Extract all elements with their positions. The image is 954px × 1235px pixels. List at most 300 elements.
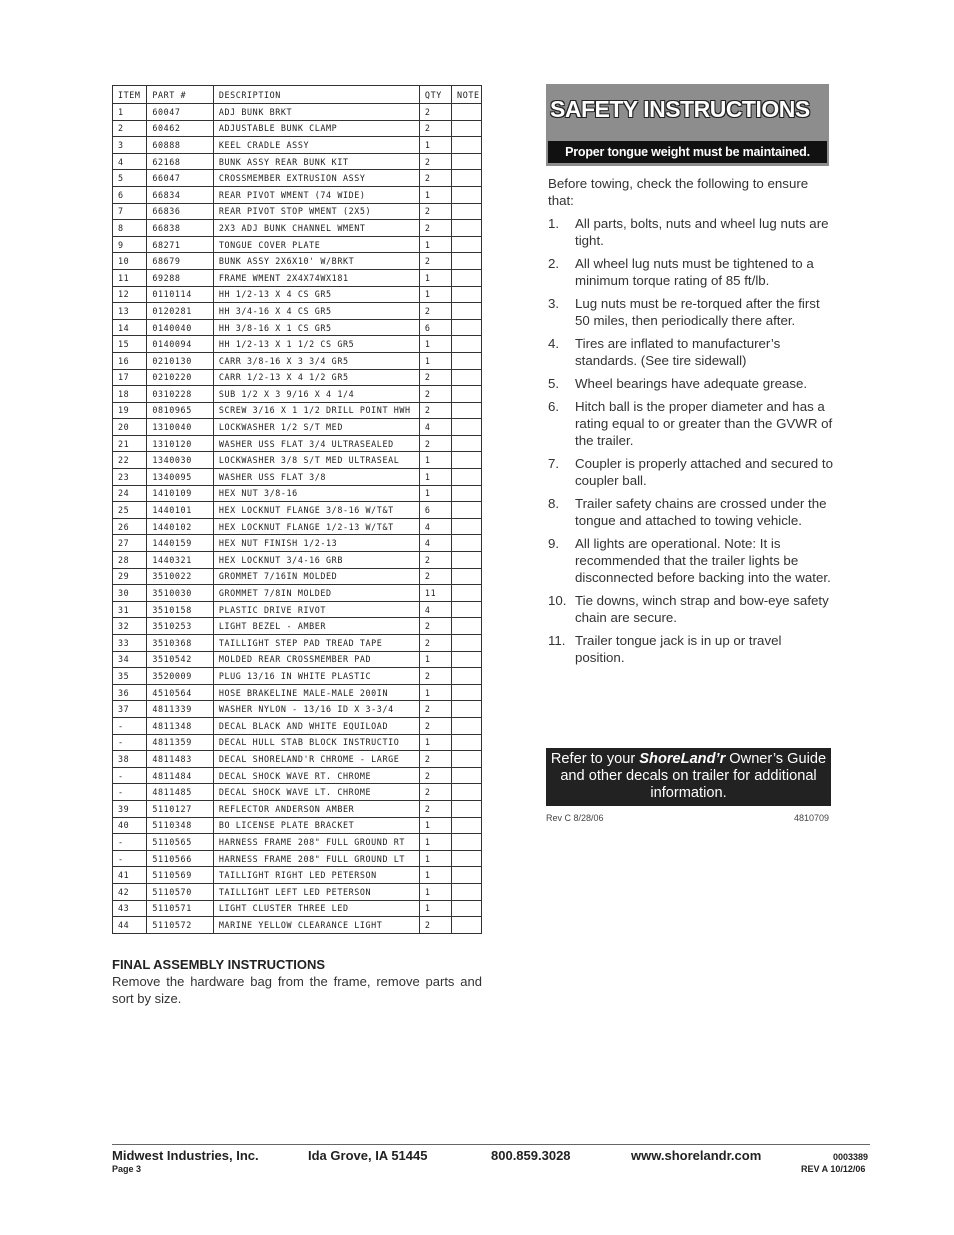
cell-description: HH 1/2-13 X 4 CS GR5 bbox=[213, 286, 419, 303]
cell-note bbox=[452, 104, 482, 121]
cell-item: - bbox=[113, 834, 147, 851]
cell-note bbox=[452, 767, 482, 784]
cell-part-number: 5110566 bbox=[147, 850, 213, 867]
table-row bbox=[113, 186, 482, 203]
refer-pre-text: Refer to your bbox=[550, 751, 640, 767]
cell-qty: 2 bbox=[419, 552, 451, 569]
cell-part-number: 3510158 bbox=[147, 601, 213, 618]
header-part-number: PART # bbox=[147, 86, 213, 104]
table-row bbox=[113, 120, 482, 137]
cell-qty: 2 bbox=[419, 618, 451, 635]
table-row bbox=[113, 402, 482, 419]
safety-item bbox=[548, 495, 833, 529]
cell-qty: 1 bbox=[419, 651, 451, 668]
brand-name: ShoreLand’r bbox=[639, 751, 726, 767]
cell-part-number: 3510368 bbox=[147, 635, 213, 652]
cell-item: 33 bbox=[113, 635, 147, 652]
cell-item: 14 bbox=[113, 319, 147, 336]
table-row bbox=[113, 651, 482, 668]
cell-note bbox=[452, 386, 482, 403]
table-row bbox=[113, 867, 482, 884]
cell-qty: 1 bbox=[419, 336, 451, 353]
cell-qty: 1 bbox=[419, 286, 451, 303]
cell-qty: 2 bbox=[419, 784, 451, 801]
cell-description: LIGHT BEZEL - AMBER bbox=[213, 618, 419, 635]
table-row bbox=[113, 751, 482, 768]
table-row bbox=[113, 917, 482, 934]
cell-qty: 2 bbox=[419, 402, 451, 419]
cell-description: DECAL SHORELAND'R CHROME - LARGE bbox=[213, 751, 419, 768]
table-row bbox=[113, 717, 482, 734]
parts-list-table bbox=[112, 85, 482, 934]
table-row bbox=[113, 635, 482, 652]
cell-part-number: 66838 bbox=[147, 220, 213, 237]
cell-item: 13 bbox=[113, 303, 147, 320]
safety-item bbox=[548, 592, 833, 626]
table-row bbox=[113, 104, 482, 121]
table-row bbox=[113, 469, 482, 486]
cell-part-number: 3510542 bbox=[147, 651, 213, 668]
cell-part-number: 5110571 bbox=[147, 900, 213, 917]
cell-part-number: 1340095 bbox=[147, 469, 213, 486]
table-row bbox=[113, 601, 482, 618]
tongue-weight-banner: Proper tongue weight must be maintained. bbox=[548, 141, 827, 163]
safety-item-text: Coupler is properly attached and secured to coupler ball. bbox=[575, 456, 833, 488]
cell-note bbox=[452, 701, 482, 718]
cell-qty: 1 bbox=[419, 186, 451, 203]
safety-item-number: 3. bbox=[548, 296, 560, 311]
safety-item-text: Tires are inflated to manufacturer’s standards. (See tire sidewall) bbox=[575, 336, 781, 368]
cell-note bbox=[452, 601, 482, 618]
cell-note bbox=[452, 435, 482, 452]
table-row bbox=[113, 618, 482, 635]
cell-qty: 2 bbox=[419, 153, 451, 170]
table-row bbox=[113, 452, 482, 469]
safety-item bbox=[548, 215, 833, 249]
cell-description: LOCKWASHER 1/2 S/T MED bbox=[213, 419, 419, 436]
cell-description: TAILLIGHT LEFT LED PETERSON bbox=[213, 883, 419, 900]
footer-website: www.shorelandr.com bbox=[631, 1148, 762, 1163]
cell-part-number: 3510030 bbox=[147, 585, 213, 602]
cell-part-number: 4811339 bbox=[147, 701, 213, 718]
cell-item: 7 bbox=[113, 203, 147, 220]
cell-item: 26 bbox=[113, 518, 147, 535]
safety-item-number: 7. bbox=[548, 456, 560, 471]
safety-item bbox=[548, 295, 833, 329]
cell-note bbox=[452, 717, 482, 734]
footer-page-number: Page 3 bbox=[112, 1164, 142, 1174]
cell-note bbox=[452, 120, 482, 137]
cell-qty: 2 bbox=[419, 253, 451, 270]
cell-part-number: 5110569 bbox=[147, 867, 213, 884]
header-note: NOTE bbox=[452, 86, 482, 104]
cell-part-number: 66836 bbox=[147, 203, 213, 220]
cell-description: 2X3 ADJ BUNK CHANNEL WMENT bbox=[213, 220, 419, 237]
safety-item-number: 6. bbox=[548, 399, 560, 414]
cell-part-number: 4811484 bbox=[147, 767, 213, 784]
cell-note bbox=[452, 203, 482, 220]
cell-description: HH 3/8-16 X 1 CS GR5 bbox=[213, 319, 419, 336]
cell-description: BO LICENSE PLATE BRACKET bbox=[213, 817, 419, 834]
cell-item: 29 bbox=[113, 568, 147, 585]
cell-part-number: 0110114 bbox=[147, 286, 213, 303]
cell-qty: 2 bbox=[419, 120, 451, 137]
cell-item: 38 bbox=[113, 751, 147, 768]
cell-item: - bbox=[113, 734, 147, 751]
cell-description: SUB 1/2 X 3 9/16 X 4 1/4 bbox=[213, 386, 419, 403]
footer-address: Ida Grove, IA 51445 bbox=[308, 1148, 428, 1163]
table-row bbox=[113, 170, 482, 187]
safety-item bbox=[548, 632, 833, 666]
cell-note bbox=[452, 220, 482, 237]
cell-description: KEEL CRADLE ASSY bbox=[213, 137, 419, 154]
cell-qty: 1 bbox=[419, 469, 451, 486]
table-row bbox=[113, 767, 482, 784]
cell-part-number: 1440102 bbox=[147, 518, 213, 535]
cell-part-number: 5110565 bbox=[147, 834, 213, 851]
table-header-row bbox=[113, 86, 482, 104]
cell-item: 32 bbox=[113, 618, 147, 635]
cell-description: HEX LOCKNUT FLANGE 1/2-13 W/T&T bbox=[213, 518, 419, 535]
cell-item: 36 bbox=[113, 684, 147, 701]
cell-description: REAR PIVOT STOP WMENT (2X5) bbox=[213, 203, 419, 220]
cell-qty: 11 bbox=[419, 585, 451, 602]
cell-part-number: 5110348 bbox=[147, 817, 213, 834]
safety-item-text: Lug nuts must be re-torqued after the first 50 miles, then periodically there after. bbox=[575, 296, 820, 328]
table-row bbox=[113, 286, 482, 303]
cell-item: 41 bbox=[113, 867, 147, 884]
cell-qty: 1 bbox=[419, 817, 451, 834]
table-row bbox=[113, 269, 482, 286]
table-row bbox=[113, 153, 482, 170]
cell-item: - bbox=[113, 784, 147, 801]
cell-item: 24 bbox=[113, 485, 147, 502]
header-description: DESCRIPTION bbox=[213, 86, 419, 104]
cell-qty: 2 bbox=[419, 203, 451, 220]
cell-description: DECAL SHOCK WAVE RT. CHROME bbox=[213, 767, 419, 784]
cell-description: SCREW 3/16 X 1 1/2 DRILL POINT HWH bbox=[213, 402, 419, 419]
cell-note bbox=[452, 186, 482, 203]
cell-description: CARR 3/8-16 X 3 3/4 GR5 bbox=[213, 352, 419, 369]
cell-note bbox=[452, 402, 482, 419]
cell-item: 8 bbox=[113, 220, 147, 237]
cell-item: 15 bbox=[113, 336, 147, 353]
cell-description: HARNESS FRAME 208" FULL GROUND RT bbox=[213, 834, 419, 851]
footer-phone: 800.859.3028 bbox=[491, 1148, 571, 1163]
cell-note bbox=[452, 170, 482, 187]
table-row bbox=[113, 684, 482, 701]
cell-part-number: 3520009 bbox=[147, 668, 213, 685]
cell-part-number: 1310040 bbox=[147, 419, 213, 436]
cell-qty: 2 bbox=[419, 668, 451, 685]
table-row bbox=[113, 734, 482, 751]
cell-description: WASHER NYLON - 13/16 ID X 3-3/4 bbox=[213, 701, 419, 718]
cell-note bbox=[452, 419, 482, 436]
cell-qty: 6 bbox=[419, 319, 451, 336]
cell-part-number: 1440101 bbox=[147, 502, 213, 519]
cell-note bbox=[452, 800, 482, 817]
table-row bbox=[113, 585, 482, 602]
cell-part-number: 60462 bbox=[147, 120, 213, 137]
cell-item: 2 bbox=[113, 120, 147, 137]
cell-item: 11 bbox=[113, 269, 147, 286]
refer-post-text: Owner’s Guide and other decals on trailer for additional information. bbox=[560, 751, 827, 801]
cell-qty: 4 bbox=[419, 419, 451, 436]
cell-item: 22 bbox=[113, 452, 147, 469]
final-assembly-title: FINAL ASSEMBLY INSTRUCTIONS bbox=[112, 957, 326, 972]
cell-qty: 1 bbox=[419, 883, 451, 900]
cell-part-number: 68679 bbox=[147, 253, 213, 270]
cell-part-number: 1410109 bbox=[147, 485, 213, 502]
cell-description: MARINE YELLOW CLEARANCE LIGHT bbox=[213, 917, 419, 934]
safety-item-text: Tie downs, winch strap and bow-eye safety chain are secure. bbox=[575, 593, 829, 625]
cell-item: - bbox=[113, 767, 147, 784]
safety-title: SAFETY INSTRUCTIONS bbox=[550, 96, 810, 122]
cell-part-number: 5110572 bbox=[147, 917, 213, 934]
cell-description: CARR 1/2-13 X 4 1/2 GR5 bbox=[213, 369, 419, 386]
cell-description: DECAL BLACK AND WHITE EQUILOAD bbox=[213, 717, 419, 734]
cell-qty: 2 bbox=[419, 568, 451, 585]
cell-qty: 1 bbox=[419, 734, 451, 751]
cell-description: REFLECTOR ANDERSON AMBER bbox=[213, 800, 419, 817]
cell-part-number: 1440321 bbox=[147, 552, 213, 569]
cell-qty: 2 bbox=[419, 220, 451, 237]
header-qty: QTY bbox=[419, 86, 451, 104]
table-row bbox=[113, 784, 482, 801]
cell-item: 10 bbox=[113, 253, 147, 270]
safety-item-number: 4. bbox=[548, 336, 560, 351]
cell-note bbox=[452, 469, 482, 486]
cell-note bbox=[452, 883, 482, 900]
table-row bbox=[113, 668, 482, 685]
cell-note bbox=[452, 817, 482, 834]
footer-company: Midwest Industries, Inc. bbox=[112, 1148, 259, 1163]
cell-description: DECAL SHOCK WAVE LT. CHROME bbox=[213, 784, 419, 801]
safety-item-number: 2. bbox=[548, 256, 560, 271]
table-row bbox=[113, 352, 482, 369]
cell-part-number: 62168 bbox=[147, 153, 213, 170]
cell-part-number: 1340030 bbox=[147, 452, 213, 469]
cell-description: TAILLIGHT STEP PAD TREAD TAPE bbox=[213, 635, 419, 652]
cell-qty: 1 bbox=[419, 850, 451, 867]
cell-qty: 2 bbox=[419, 767, 451, 784]
safety-revision: Rev C 8/28/06 bbox=[546, 813, 604, 823]
cell-description: TONGUE COVER PLATE bbox=[213, 236, 419, 253]
cell-qty: 2 bbox=[419, 170, 451, 187]
cell-note bbox=[452, 502, 482, 519]
table-row bbox=[113, 336, 482, 353]
cell-qty: 1 bbox=[419, 485, 451, 502]
cell-note bbox=[452, 137, 482, 154]
cell-qty: 1 bbox=[419, 137, 451, 154]
cell-description: HOSE BRAKELINE MALE-MALE 200IN bbox=[213, 684, 419, 701]
cell-qty: 1 bbox=[419, 867, 451, 884]
cell-qty: 1 bbox=[419, 900, 451, 917]
cell-note bbox=[452, 535, 482, 552]
safety-intro: Before towing, check the following to ensure that: bbox=[548, 176, 809, 208]
footer-divider bbox=[112, 1144, 870, 1145]
cell-note bbox=[452, 303, 482, 320]
safety-item-text: Trailer tongue jack is in up or travel position. bbox=[575, 633, 782, 665]
cell-item: 23 bbox=[113, 469, 147, 486]
cell-qty: 2 bbox=[419, 104, 451, 121]
cell-note bbox=[452, 452, 482, 469]
header-item: ITEM bbox=[113, 86, 147, 104]
cell-part-number: 3510022 bbox=[147, 568, 213, 585]
cell-part-number: 1310120 bbox=[147, 435, 213, 452]
table-row bbox=[113, 220, 482, 237]
cell-note bbox=[452, 751, 482, 768]
cell-part-number: 60888 bbox=[147, 137, 213, 154]
cell-description: HEX LOCKNUT FLANGE 3/8-16 W/T&T bbox=[213, 502, 419, 519]
cell-description: HH 1/2-13 X 1 1/2 CS GR5 bbox=[213, 336, 419, 353]
table-row bbox=[113, 236, 482, 253]
cell-item: 20 bbox=[113, 419, 147, 436]
cell-description: FRAME WMENT 2X4X74WX181 bbox=[213, 269, 419, 286]
cell-part-number: 0210220 bbox=[147, 369, 213, 386]
cell-item: 6 bbox=[113, 186, 147, 203]
cell-qty: 2 bbox=[419, 751, 451, 768]
cell-part-number: 4811348 bbox=[147, 717, 213, 734]
cell-part-number: 66834 bbox=[147, 186, 213, 203]
cell-note bbox=[452, 684, 482, 701]
cell-description: HEX NUT 3/8-16 bbox=[213, 485, 419, 502]
cell-description: LIGHT CLUSTER THREE LED bbox=[213, 900, 419, 917]
cell-qty: 4 bbox=[419, 535, 451, 552]
cell-item: 30 bbox=[113, 585, 147, 602]
cell-description: HH 3/4-16 X 4 CS GR5 bbox=[213, 303, 419, 320]
cell-part-number: 0810965 bbox=[147, 402, 213, 419]
cell-note bbox=[452, 850, 482, 867]
table-row bbox=[113, 568, 482, 585]
safety-item-text: All wheel lug nuts must be tightened to a minimum torque rating of 85 ft/lb. bbox=[575, 256, 814, 288]
cell-description: ADJUSTABLE BUNK CLAMP bbox=[213, 120, 419, 137]
cell-note bbox=[452, 319, 482, 336]
safety-item bbox=[548, 455, 833, 489]
cell-note bbox=[452, 668, 482, 685]
cell-note bbox=[452, 336, 482, 353]
cell-note bbox=[452, 369, 482, 386]
cell-part-number: 3510253 bbox=[147, 618, 213, 635]
safety-item-text: All parts, bolts, nuts and wheel lug nuts are tight. bbox=[575, 216, 829, 248]
cell-note bbox=[452, 635, 482, 652]
cell-item: 43 bbox=[113, 900, 147, 917]
cell-qty: 1 bbox=[419, 684, 451, 701]
cell-qty: 6 bbox=[419, 502, 451, 519]
cell-qty: 2 bbox=[419, 435, 451, 452]
footer-doc-id: 0003389 bbox=[833, 1152, 869, 1162]
cell-note bbox=[452, 552, 482, 569]
cell-note bbox=[452, 153, 482, 170]
cell-item: 17 bbox=[113, 369, 147, 386]
safety-item-number: 5. bbox=[548, 376, 560, 391]
cell-qty: 2 bbox=[419, 369, 451, 386]
cell-description: TAILLIGHT RIGHT LED PETERSON bbox=[213, 867, 419, 884]
cell-note bbox=[452, 236, 482, 253]
safety-checklist bbox=[548, 215, 833, 672]
table-row bbox=[113, 435, 482, 452]
table-row bbox=[113, 900, 482, 917]
safety-item-text: Trailer safety chains are crossed under the tongue and attached to towing vehicle. bbox=[575, 496, 827, 528]
safety-item bbox=[548, 335, 833, 369]
cell-note bbox=[452, 651, 482, 668]
cell-part-number: 4811359 bbox=[147, 734, 213, 751]
cell-item: 3 bbox=[113, 137, 147, 154]
cell-note bbox=[452, 585, 482, 602]
cell-item: 28 bbox=[113, 552, 147, 569]
cell-item: - bbox=[113, 717, 147, 734]
cell-qty: 4 bbox=[419, 601, 451, 618]
cell-description: PLUG 13/16 IN WHITE PLASTIC bbox=[213, 668, 419, 685]
table-row bbox=[113, 817, 482, 834]
cell-item: 27 bbox=[113, 535, 147, 552]
cell-qty: 1 bbox=[419, 236, 451, 253]
cell-item: 35 bbox=[113, 668, 147, 685]
cell-item: 39 bbox=[113, 800, 147, 817]
cell-item: 18 bbox=[113, 386, 147, 403]
cell-note bbox=[452, 253, 482, 270]
table-row bbox=[113, 386, 482, 403]
safety-item bbox=[548, 255, 833, 289]
safety-item bbox=[548, 398, 833, 449]
cell-description: ADJ BUNK BRKT bbox=[213, 104, 419, 121]
cell-item: - bbox=[113, 850, 147, 867]
table-row bbox=[113, 535, 482, 552]
cell-note bbox=[452, 734, 482, 751]
cell-description: WASHER USS FLAT 3/8 bbox=[213, 469, 419, 486]
cell-qty: 4 bbox=[419, 518, 451, 535]
cell-description: MOLDED REAR CROSSMEMBER PAD bbox=[213, 651, 419, 668]
cell-item: 31 bbox=[113, 601, 147, 618]
cell-qty: 1 bbox=[419, 452, 451, 469]
cell-qty: 1 bbox=[419, 834, 451, 851]
cell-item: 37 bbox=[113, 701, 147, 718]
cell-part-number: 0140040 bbox=[147, 319, 213, 336]
cell-item: 40 bbox=[113, 817, 147, 834]
table-row bbox=[113, 552, 482, 569]
cell-item: 9 bbox=[113, 236, 147, 253]
cell-qty: 2 bbox=[419, 635, 451, 652]
cell-part-number: 4811483 bbox=[147, 751, 213, 768]
safety-item-number: 11. bbox=[548, 633, 566, 648]
cell-part-number: 5110570 bbox=[147, 883, 213, 900]
table-row bbox=[113, 369, 482, 386]
table-row bbox=[113, 701, 482, 718]
cell-qty: 2 bbox=[419, 800, 451, 817]
cell-note bbox=[452, 834, 482, 851]
cell-note bbox=[452, 269, 482, 286]
table-row bbox=[113, 485, 482, 502]
safety-item-text: Wheel bearings have adequate grease. bbox=[575, 376, 808, 391]
cell-part-number: 68271 bbox=[147, 236, 213, 253]
cell-note bbox=[452, 784, 482, 801]
cell-note bbox=[452, 568, 482, 585]
footer-revision: REV A 10/12/06 bbox=[801, 1164, 866, 1174]
table-row bbox=[113, 419, 482, 436]
refer-owners-guide-box bbox=[546, 748, 831, 806]
cell-note bbox=[452, 352, 482, 369]
cell-description: GROMMET 7/16IN MOLDED bbox=[213, 568, 419, 585]
cell-note bbox=[452, 485, 482, 502]
cell-part-number: 69288 bbox=[147, 269, 213, 286]
table-row bbox=[113, 518, 482, 535]
cell-qty: 2 bbox=[419, 303, 451, 320]
cell-note bbox=[452, 286, 482, 303]
cell-part-number: 5110127 bbox=[147, 800, 213, 817]
cell-part-number: 4510564 bbox=[147, 684, 213, 701]
table-row bbox=[113, 319, 482, 336]
cell-description: HEX NUT FINISH 1/2-13 bbox=[213, 535, 419, 552]
